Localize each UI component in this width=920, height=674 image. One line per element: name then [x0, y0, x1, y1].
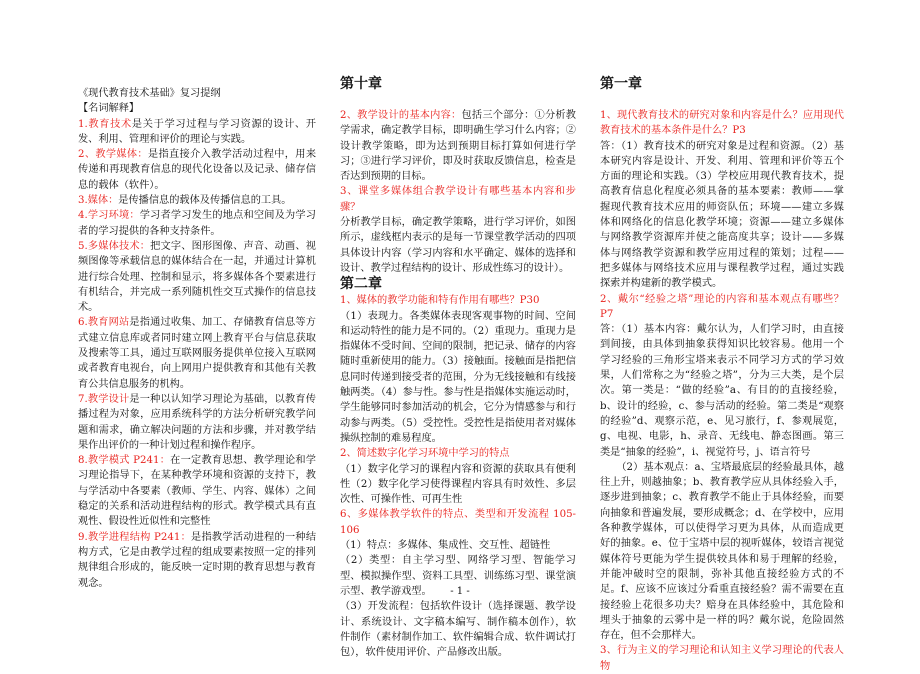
- question-heading: 2、戴尔“经验之塔”理论的内容和基本观点有哪些？P7: [600, 293, 844, 320]
- term-item: 2、教学媒体：是指直接介入教学活动过程中，用来传递和再现教育信息的现代化设备以及记录、储存信息的载体（软件）。: [78, 149, 317, 191]
- answer: （1）表现力。各类媒体表现客观事物的时间、空间和运动特性的能力是不同的。（2）重现力。重现力是指媒体不受时间、空间的限制，把记录、储存的内容随时重新使用的能力。（3）接触面。接触面是指把信息同时传递到接受者的范围，分为无线接触和有线接触两类。（4）参与性。参与性是指媒体实施运动时，学生能够同时参加活动的机会，它分为情感参与和行动参与两类。（5）受控性。受控性是指使用者对媒体操纵控制的难易程度。: [340, 310, 576, 444]
- term-item: 4.学习环境：学习者学习发生的地点和空间及为学习者的学习提供的各种支持条件。: [78, 210, 316, 237]
- question-heading: 2、简述数字化学习环境中学习的特点: [340, 448, 510, 460]
- term-item: 9.教学进程结构 P241：是指教学活动进程的一种结构方式，它是由教学过程的组成要素按照一定的排列规律组合形成的，能反映一定时期的教育思想与教育观念。: [78, 531, 317, 589]
- question-heading: 1、现代教育技术的研究对象和内容是什么？应用现代教育技术的基本条件是什么？P3: [600, 110, 844, 137]
- answer: （1）特点：多媒体、集成性、交互性、超链性: [340, 540, 551, 552]
- answer: （1）数字化学习的课程内容和资源的获取具有便利性（2）数字化学习使得课程内容具有时效性、多层次性、可操作性、可再生性: [340, 463, 576, 506]
- question-heading: 6、多媒体教学软件的特点、类型和开发流程 105-106: [340, 509, 576, 536]
- answer: 答：（1）基本内容：戴尔认为，人们学习时，由直接到间接，由具体到抽象获得知识比较容易。他用一个学习经验的三角形宝塔来表示不同学习方式的学习效果，人们常称之为“经验之塔”，分为三大类，是个层次。第一类是：“做的经验”a、有目的的直接经验，b、设计的经验，c、参与活动的经验。第二类是“观察的经验”d、观察示范，e、见习旅行，f、参观展览，g、电视、电影，h、录音、无线电、静态图画。第三类是“抽象的经验”，i、视觉符号，j、语言符号: [600, 324, 844, 458]
- question: 2、教学设计的基本内容：包括三个部分：①分析教学需求，确定教学目标，即明确生学习什么内容；②设计教学策略，即为达到预期目标打算如何进行学习；③进行学习评价，即及时获取反馈信息，检查是否达到预期的目标。: [340, 110, 576, 183]
- question-heading: 3、行为主义的学习理论和认知主义学习理论的代表人物: [600, 645, 844, 672]
- document-title: 《现代教育技术基础》复习提纲: [78, 88, 221, 99]
- term-item: 5.多媒体技术：把文字、图形图像、声音、动画、视频图像等承载信息的媒体结合在一起，并通过计算机进行综合处理、控制和显示，将多媒体各个要素进行有机结合，并完成一系列随机性交互式操作的信息技术。: [78, 240, 316, 314]
- answer: （2）类型：自主学习型、网络学习型、智能学习型、模拟操作型、资料工具型、训练练习型、课堂演示型、教学游戏型。: [340, 555, 576, 597]
- question-heading: 3、课堂多媒体组合教学设计有哪些基本内容和步骤？: [340, 186, 576, 213]
- column-left: [78, 86, 316, 591]
- term-item: 1.教育技术是关于学习过程与学习资源的设计、开发、利用、管理和评价的理论与实践。: [78, 118, 316, 145]
- chapter-heading: 第一章: [600, 76, 642, 92]
- chapter-heading: 第十章: [340, 76, 382, 92]
- term-item: 7.教学设计是一种以认知学习理论为基础，以教育传播过程为对象，应用系统科学的方法分析研究教学问题和需求，确立解决问题的方法和步骤，并对教学结果作出评价的一种计划过程和操作程序。: [78, 393, 316, 451]
- answer: （2）基本观点：a、宝塔最底层的经验最具体，越往上升，则越抽象；b、教育教学应从具体经验入手，逐步进到抽象；c、教育教学不能止于具体经验，而要向抽象和普遍发展，要形成概念；d、在学校中，应用各种教学媒体，可以使得学习更为具体，从而造成更好的抽象。e、位于宝塔中层的视听媒体，较语言视觉媒体符号更能为学生提供较具体和易于理解的经验，并能冲破时空的限制，弥补其他直接经验方式的不足。f、应该不应该过分看重直接经验？需不需要在直接经验上花很多功夫？赔身在具体经验中，其危险和埋头于抽象的云雾中是一样的吗？戴尔说，危险固然存在，但不会那样大。: [600, 461, 844, 642]
- chapter-heading: 第二章: [340, 276, 382, 293]
- term-item: 6.教育网站是指通过收集、加工、存储教育信息等方式建立信息库或者同时建立网上教育平台与信息获取及搜索等工具，通过互联网服务提供单位接入互联网或者教育电视台，向上网用户提供教育和其他有关教育公共信息服务的机构。: [78, 317, 316, 390]
- answer: 分析教学目标，确定教学策略，进行学习评价，如图所示，虚线框内表示的是每一节课堂教学活动的四项具体设计内容（学习内容和水平确定、媒体的选择和设计、教学过程结构的设计、形成性练习的设计）。: [340, 217, 576, 274]
- column-middle: [340, 76, 576, 660]
- answer: 答：（1）教育技术的研究对象是过程和资源。（2）基本研究内容是设计、开发、利用、管理和评价等五个方面的理论和实践。（3）学校应用现代教育技术，提高教育信息化程度必须具备的基本要素：教师——掌握现代教育技术应用的师资队伍；环境——建立多媒体和网络化的信息化教学环境；资源——建立多媒体与网络教学资源库并使之能高度共享；设计——多媒体与网络教学资源和教学应用过程的策划；过程——把多媒体与网络技术应用与课程教学过程，通过实践探索并构建新的教学模式。: [600, 140, 844, 290]
- answer: （3）开发流程：包括软件设计（选择课题、教学设计、系统设计、文字稿本编写、制作稿本创作），软件制作（素材制作加工、软件编辑合成、软件调试打包），软件使用评价、产品修改出版。: [340, 601, 576, 659]
- section-heading: 【名词解释】: [78, 103, 140, 115]
- question-heading: 1、媒体的教学功能和特有作用有哪些？P30: [340, 295, 540, 307]
- term-item: 3.媒体：是传播信息的载体及传播信息的工具。: [78, 195, 292, 207]
- page-number: - 1 -: [450, 586, 470, 597]
- term-item: 8.教学模式 P241：在一定教育思想、教学理论和学习理论指导下，在某种教学环境和资源的支持下，教与学活动中各要素（教师、学生、内容、媒体）之间稳定的关系和活动进程结构的形式。教学模式具有直观性、假设性近似性和完整性: [78, 455, 316, 528]
